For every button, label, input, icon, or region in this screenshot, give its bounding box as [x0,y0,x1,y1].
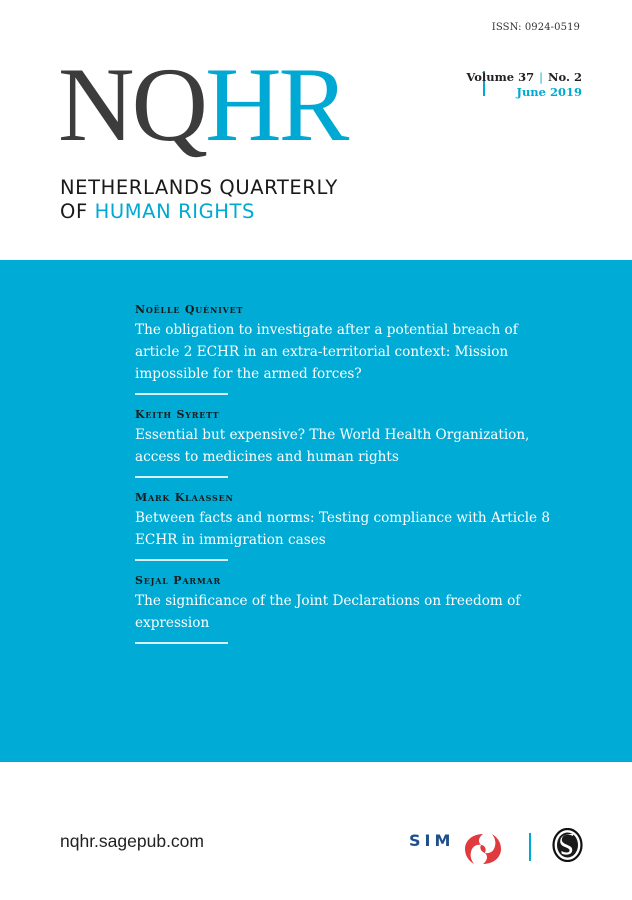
journal-full-title [60,176,338,224]
article-item [135,407,555,478]
article-author: Keith Syrett [135,408,220,421]
article-item [135,302,555,395]
sim-swirl-icon [462,833,504,865]
article-author: Mark Klaassen [135,491,234,504]
issue-date: June 2019 [516,85,582,99]
issue-separator: | [539,70,543,84]
logo-part-nq: NQ [58,46,206,163]
article-item [135,490,555,561]
journal-logo [58,46,347,163]
article-divider [135,642,228,644]
journal-title-human-rights: HUMAN RIGHTS [94,200,256,223]
volume-number [466,71,582,83]
article-list [135,302,555,656]
journal-title-of: OF [60,200,95,223]
logo-separator [529,833,531,861]
article-title: The obligation to investigate after a potential breach of article 2 ECHR in an extra-territorial context: Mission impossible for the armed forces? [135,322,518,382]
sage-s-icon [552,828,583,862]
article-item [135,573,555,644]
article-divider [135,476,228,478]
article-divider [135,559,228,561]
article-title: Essential but expensive? The World Health Organization, access to medicines and human rights [135,427,530,465]
issue-info [466,70,582,99]
article-divider [135,393,228,395]
issn-label: ISSN: 0924-0519 [491,22,580,33]
journal-title-line1: NETHERLANDS QUARTERLY [60,176,338,199]
issue-number: No. 2 [548,70,582,84]
article-author: Sejal Parmar [135,574,221,587]
journal-url: nqhr.sagepub.com [60,831,204,851]
article-title: Between facts and norms: Testing compliance with Article 8 ECHR in immigration cases [135,510,551,548]
sim-logo-text: SIM [409,831,455,850]
logo-part-hr: HR [205,46,347,163]
journal-title-line2 [60,200,338,224]
volume-label: Volume 37 [466,70,535,84]
article-title: The significance of the Joint Declarations on freedom of expression [135,593,521,631]
article-author: Noëlle Quénivet [135,303,244,316]
